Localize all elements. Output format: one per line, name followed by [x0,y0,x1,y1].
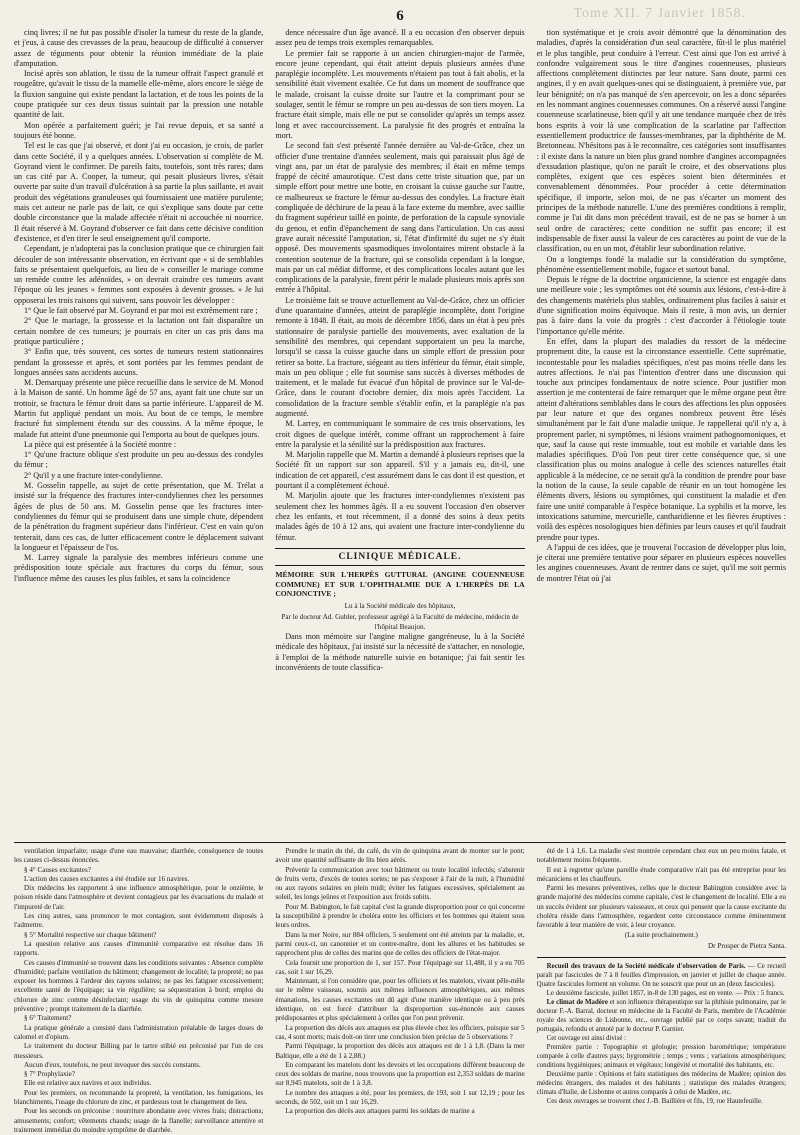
paragraph: Le nombre des attaques a été, pour les premiers, de 193, soit 1 sur 12,19 ; pour les seconds, de 502, soit un 1 sur 16,29. [275,1088,525,1107]
paragraph: été de 1 à 1,6. La maladie s'est montrée cependant chez eux un peu moins fatale, et notablement moins fréquente. [536,847,786,865]
bibliography-text: Première partie : Topographie et géologie; pression barométrique; température comparée à celle d'autres pays; hygrométrie ; temps ; vents ; variations atmosphériques; conditions hygiéniques; animaux et végétaux; longévité et mortalité des habitants, etc. [536,1044,786,1070]
article-opening: Dans mon mémoire sur l'angine maligne gangréneuse, lu à la Société médicale des hôpitaux, j'ai insisté sur la nécessité de s'attacher, en nosologie, à l'emploi de la méthode naturelle suivie en botanique; j'ai fait sentir les inconvénients de toute classifica- [275,632,525,673]
bibliography-entry [537,1043,786,1070]
paragraph: Dr Prosper de Pietra Santa. [707,941,786,950]
paragraph: La proportion des décès aux attaques est plus élevée chez les officiers, puisque sur 5 cas, 4 sont morts; mais doit-on tirer une conclusion bien précise de 5 observations ? [275,1023,525,1041]
paragraph: La question relative aux causes d'immunité comparative est résolue dans 16 rapports. [14,939,264,958]
paragraph: Dix médecins les rapportent à une influence atmosphérique, pour le onzième, le poison réside dans l'atmosphère et devient contagieux par les évacuations du malade et l'impureté de l'air. [14,884,264,911]
paragraph: Maintenant, si l'on considère que, pour les officiers et les matelots, vivant pêle-mêle sur le même vaisseau, soumis aux mêmes influences atmosphériques, aux mêmes émanations, les causes excitantes ont dû agir d'une manière identique ou à peu près identique, on est forcé d'attribuer la disproportion sus-énoncée aux causes prédisposantes et plus spécialement à celles que l'on peut prévenir. [275,977,525,1023]
paragraph: Ces causes d'immunité se trouvent dans les conditions suivantes : Absence complète d'humidité; parfaite ventilation du bâtiment; changement de localité; la propreté; ne pas exposer les hommes à l'ardeur des rayons solaires; ne pas les fatiguer excessivement; excellente santé de l'équipage; sa vie régulière; sa séquestration à bord; emploi du chlorure de zinc comme désinfectant; usage du vin de quinquina comme mesure préventive ; prompt traitement de la diarrhée. [14,958,264,1014]
lower-column-1 [14,847,264,1134]
paragraph: Dans la mer Noire, sur 884 officiers, 5 seulement ont été atteints par la maladie, et, parmi ceux-ci, un canonnier et un contre-maître, dont les allures et les habitudes se rapprochent plus de celles des marins que de celles des officiers de l'état-major. [275,930,525,958]
page-number: 6 [396,8,404,24]
bibliography-entry [537,1070,786,1097]
paragraph: M. Marjolin rappelle que M. Martin a demandé à plusieurs reprises que la Société fît un rapport sur son appareil. S'il y a jamais eu, dit-il, une indication de cet appareil, c'est assurément dans le cas dont il est question, et pourtant il a complètement échoué. [275,450,525,491]
column-2 [275,28,524,840]
paragraph: dence nécessaire d'un âge avancé. Il a eu occasion d'en observer depuis assez peu de temps trois exemples remarquables. [275,28,525,48]
bibliography-text: — Ce recueil paraît par fascicules de 7 à 8 feuilles d'impression, en janvier et juillet de chaque année. Quatre fascicules forment un volume. On ne souscrit que pour un an (deux fascicules). [536,963,786,989]
bibliography-entry [537,962,786,989]
lower-column-3 [537,847,786,1119]
paragraph: Le second fait s'est présenté l'année dernière au Val-de-Grâce, chez un officier d'une trentaine d'années seulement, mais qui paraissait plus âgé de vingt ans, par un état de paralysie des membres; il était en même temps frappé de cécité amaurotique. C'est dans cette triste situation que, par un simple effort pour mettre une botte, en croisant la cuisse gauche sur l'autre, ce malheureux se fracture le fémur au-dessus des condyles. La fracture était compliquée de déchirure de la peau à la face externe du membre, avec saillie du fragment supérieur taillé en pointe, de perforation de la capsule synoviale du genou, et enfin d'épanchement de sang dans l'articulation. Un cas aussi grave aurait nécessité l'amputation, si, l'état d'infirmité du sujet ne s'y était opposé. Des mouvements spasmodiques involontaires mirent obstacle à la contention soutenue de la fracture, qui se consolida cependant à la longue, mais par un cal médiat difforme, et des complications locales autant que les complications de la paralysie, firent périr le malade plusieurs mois après son entrée à l'hôpital. [275,141,525,295]
paragraph: 1° Qu'une fracture oblique s'est produite un peu au-dessus des condyles du fémur ; [14,450,264,470]
bibliography-entry [537,989,786,998]
paragraph: La pièce qui est présentée à la Société montre : [24,439,177,449]
upper-section [14,28,786,840]
paragraph: Tel est le cas que j'ai observé, et dont j'ai eu occasion, je crois, de parler dans cette Société, il y a quelques années. L'observation si complète de M. Goyrand vient le confirmer. De pareils faits, toutefois, sont très rares; dans un cas cité par A. Cooper, la tumeur, qui pesait plusieurs livres, s'était ouverte par suite d'un travail d'ulcération à sa partie la plus saillante, et avait produit des végétations granuleuses qui fournissaient une matière purulente; mais cet auteur ne parle pas de lait, ce qui s'explique sans doute par cette double circonstance que la malade affectée n'était ni accouchée ni nourrice. Il était réservé à M. Goyrand d'observer ce fait dans cette décisive condition d'existence, et d'en tirer le seul enseignement qu'il comporte. [14,141,264,243]
paragraph: Elle est relative aux navires et aux individus. [24,1079,152,1088]
paragraph: Cela fournit une proportion de 1, sur 157. Pour l'équipage sur 11,488, il y a eu 705 cas, soit 1 sur 16,29. [275,958,525,976]
paragraph: En comparant les matelots dont les devoirs et les occupations diffèrent beaucoup de ceux des soldats de marine, nous trouvons que la proportion est 2,353 soldats de marine sur 8,945 matelots, soit de 1 à 3,8. [275,1060,525,1088]
separator-rule [537,957,786,958]
paragraph: Prendre le matin du thé, du café, du vin de quinquina avant de monter sur le pont; avoir une quantité suffisante de lits bien aérés. [275,847,525,865]
paragraph: ventilation imparfaite; usage d'une eau mauvaise; diarrhée, conséquence de toutes les causes ci-dessus énoncées. [14,847,264,865]
paragraph: tion systématique et je crois avoir démontré que la dénomination des maladies, d'après la considération d'un seul caractère, fût-il le plus matériel et le plus tangible, peut conduire à l'erreur. C'est ainsi que l'on est arrivé à confondre vulgairement sous le titre d'angines couenneuses, plusieurs affections complétement distinctes par leur nature. Sans doute, parmi ces angines, il y en avait quelques-unes qui se distinguaient, à première vue, par leur bénignité; on n'a pas manqué de s'en apercevoir, on les a donc séparées en les nommant angines couenneuses communes. On a réservé aussi l'angine couenneuse scarlatineuse, bien qu'il y ait une tendance marquée chez de très bons esprits à voir là une complication de la scarlatine par l'affection essentiellement productrice de fausses-membranes, par la diphthérite de M. Bretonneau. N'hésitons pas à le reconnaître, ces catégories sont insuffisantes : il existe dans la nature un bien plus grand nombre d'angines accompagnées d'exsudation plastique, qu'on ne paraît le croire, et des observations plus complètes, exigent que ces espèces soient bien déterminées et convenablement dénommées. Pour procéder à cette détermination spécifique, il importe, selon moi, de ne pas s'écarter un moment des principes de la méthode naturelle. L'une des premières conditions à remplir, comme je l'ai dit dans mon précédent travail, est de ne pas se borner à un seul ordre de caractères; cette condition ne suffit pas encore; il est indispensable de fixer aussi la valeur de ces caractères au point de vue de la classification, ou en un mot, d'établir leur subordination relative. [536,28,786,254]
paragraph: Mon opérée a parfaitement guéri; je l'ai revue depuis, et sa santé a toujours été bonne. [14,120,264,140]
bibliography [537,962,786,1106]
paragraph: M. Gosselin rappelle, au sujet de cette présentation, que M. Trélat a insisté sur la fréquence des fractures inter-condyliennes chez les personnes âgées de plus de 50 ans. M. Gosselin pense que les fractures inter-condyliennes du fémur qui se produisent dans une simple chute, dépendent de la pénétration du fragment supérieur dans l'inférieur. C'est en vain qu'on tenterait, dans ces cas, de lutter efficacement contre le déplacement suivant la longueur et l'épaisseur de l'os. [14,481,264,552]
lower-column-2 [275,847,524,1119]
section-title-clinique: CLINIQUE MÉDICALE. [275,548,524,566]
column-1 [14,28,263,840]
paragraph: 2° Que le mariage, la grossesse et la lactation ont fait disparaître un certain nombre de ces tumeurs; je pourrais en citer un cas pris dans ma pratique particulière ; [14,316,264,346]
paragraph: Prévenir la communication avec tout bâtiment ou toute localité infectés; s'abstenir de fruits verts, d'excès de toutes sortes; ne pas s'exposer à l'air de la nuit, à l'humidité ou aux rayons solaires en plein midi; éviter les fatigues excessives, spécialement au soleil, les longs jeûnes et l'exposition aux froids subits. [275,865,525,902]
paragraph: M. Marjolin ajoute que les fractures inter-condyliennes n'existent pas seulement chez les hommes âgés. Il a eu souvent l'occasion d'en observer chez les enfants, et tout récemment, il a donné des soins à deux petits malades âgés de 10 à 12 ans, qui avaient une fracture inter-condylienne du fémur. [275,491,525,542]
paragraph: Pour les premiers, on recommande la propreté, la ventilation, les fumigations, les blanchiments, l'usage du chlorure de zinc, et pardessus tout le changement de lieu. [14,1088,264,1107]
paragraph: cinq livres; il ne fut pas possible d'isoler la tumeur du reste de la glande, et j'eus, à cause des crevasses de la peau, beaucoup de difficulté à conserver assez de téguments pour obtenir la réunion immédiate de la plaie d'amputation. [14,28,264,68]
paragraph: M. Larrey signale la paralysie des membres inférieurs comme une prédisposition toute spéciale aux fractures du corps du fémur, sous l'influence même des causes les plus faibles, et sans la coïncidence [14,553,264,583]
paragraph: 1° Que le fait observé par M. Goyrand et par moi est extrêmement rare ; [24,306,258,316]
article-heading: MÉMOIRE SUR L'HERPÈS GUTTURAL (ANGINE COUENNEUSE COMMUNE) ET SUR L'OPHTHALMIE DUE A L'HERPÈS DE LA CONJONCTIVE ; [275,569,525,599]
paragraph: Depuis le règne de la doctrine organicienne, la science est engagée dans une meilleure voie ; les symptômes ont été soumis aux lésions, c'est-à-dire à des changements matériels plus stables, ordinairement plus faciles à saisir et d'une signification moins équivoque. Mais il reste, à mon avis, un dernier pas à faire dans la voie du progrès : c'est d'accorder à l'étiologie toute l'importance qu'elle mérite. [536,275,786,336]
paragraph: 2° Qu'il y a une fracture inter-condylienne. [24,470,163,480]
paragraph: Parmi les mesures préventives, celles que le docteur Babington considère avec la grande majorité des médecins comme capitale, c'est le changement de localité. Elle a eu un succès évident sur plusieurs vaisseaux, et ceux qui pensent que la cause excitante du choléra réside dans l'atmosphère, regardent cette circonstance comme éminemment favorable à leur manière de voir, à leur croyance. [536,884,786,930]
paragraph: (La suite prochainement.) [624,930,698,939]
paragraph: Pour M. Babington, le fait capital c'est la grande disproportion pour ce qui concerne la susceptibilité à prendre le choléra entre les officiers et les hommes qui étaient sous leurs ordres. [275,902,525,930]
paragraph: Aucun d'eux, toutefois, ne peut invoquer des succès constants. [24,1060,201,1069]
paragraph: Incisé après son ablation, le tissu de la tumeur offrait l'aspect granulé et rougeâtre, qu'avait le tissu de la mamelle elle-même, alors encore le siége de la fluxion sanguine qui existe pendant la lactation, et de tous les points de la coupe pratiquée sur ces deux tissus suintait par la pression une notable quantité de lait. [14,69,264,120]
paragraph: § 6° Traitement? [24,1014,72,1023]
bibliography-text: Le deuxième fascicule, juillet 1857, in-8 de 130 pages, est en vente. — Prix : 5 francs. [546,990,785,998]
column-3 [537,28,786,840]
paragraph: 3° Enfin que, très souvent, ces sortes de tumeurs restent stationnaires pendant la grossesse et après, et sont portées par les femmes pendant de longues années sans accidents aucuns. [14,347,264,377]
article-author: Par le docteur Ad. Gubler, professeur agrégé à la Faculté de médecine, médecin de l'hôpital Beaujon. [281,612,519,631]
paragraph: Parmi l'équipage, la proportion des décès aux attaques est de 1 à 1,8. (Dans la mer Baltique, elle a été de 1 à 2,88.) [275,1042,525,1060]
bibliography-text: Cet ouvrage est ainsi divisé : [546,1035,627,1043]
paragraph: En effet, dans la plupart des maladies du ressort de la médecine proprement dite, la cause est la circonstance essentielle. Cette suprématie, incontestable pour les maladies spécifiques, n'est pas moins réelle dans les autres affections. Je n'ai pas l'intention d'entrer dans une discussion qui touche aux principes fondamentaux de notre science. Pour justifier mon assertion je me contenterai de faire remarquer que le même organe peut être atteint d'altérations semblables dans le cours des affections les plus opposées par leur nature et que des organes nombreux peuvent être lésés simultanément par le fait d'une maladie unique. Je rappellerai qu'il n'y a, à proprement parler, ni symptômes, ni lésions vraiment pathognomoniques, et que, sauf la cause qui reste immuable, tout est mobile et variable dans les maladies spécifiques. D'où l'on peut tirer cette conséquence que, si une classification plus ou moins analogue à celle des sciences naturelles était applicable à la médecine, ce ne serait qu'à la condition de prendre pour base la notion de la cause, la seule capable de réunir en un tout homogène les éléments divers, lésions ou symptômes, qui constituent la maladie et d'en faire une unité comparable à l'espèce botanique. La syphilis et la morve, les intoxications saturnine, mercurielle, cantharidienne et les fièvres éruptives : voilà des espèces nosologiques bien définies par leurs causes et qu'il faudrait prendre pour types. [536,336,786,542]
bibliography-title: Le climat de Madère [546,999,608,1007]
paragraph: § 7° Prophylaxie? [24,1070,75,1079]
paragraph: La pratique générale a consisté dans l'administration préalable de larges doses de calomel et d'opium. [14,1023,264,1041]
bibliography-text: et son influence thérapeutique sur la phthisie pulmonaire, par le docteur F.-A. Barral, docteur en médecine de la Faculté de Paris, membre de l'Académie royale des sciences de Lisbonne, etc., ouvrage publié par ce corps savant; traduit du portugais, refondu et annoté par le docteur P. Garnier. [536,999,786,1034]
bibliography-title: Recueil des travaux de la Société médicale d'observation de Paris. [546,963,746,971]
lower-section [14,842,786,1134]
bleed-through-header: Tome XII. 7 Janvier 1858. [573,6,746,21]
bibliography-entry [537,998,786,1034]
bibliography-text: Ces deux ouvrages se trouvent chez J.-B. Baillière et fils, 19, rue Hautefeuille. [546,1098,763,1106]
article-read-at: Lu à la Société médicale des hôpitaux, [344,602,456,611]
paragraph: Le premier fait se rapporte à un ancien chirurgien-major de l'armée, encore jeune cependant, qui était atteint depuis plusieurs années d'une paraplégie incomplète. Les mouvements n'étaient pas tout à fait abolis, et la sensibilité était vivement exaltée. Ce fut dans un moment de souffrance que le malade, croisant la cuisse droite sur l'autre et la comprimant pour se soulager, sentit le fémur se rompre un peu au-dessus de son tiers moyen. La fracture était simple, mais elle ne put se consolider qu'après un temps assez long et avec raccourcissement. La paralysie fit des progrès et entraîna la mort. [275,48,525,140]
paragraph: Il est à regretter qu'une pareille étude comparative n'ait pas été entreprise pour les mécaniciens et les chauffeurs. [536,865,786,883]
paragraph: Les cinq autres, sans prononcer le mot contagion, sont évidemment disposés à l'admettre. [14,912,264,930]
paragraph: Le troisième fait se trouve actuellement au Val-de-Grâce, chez un officier d'une quarantaine d'années, atteint de paraplégie incomplète, dont l'origine remonte à 1848. Il était, au mois de décembre 1856, dans un état à peu près stationnaire de paralysie partielle des mouvements, avec exaltation de la sensibilité des membres, qui cependant supportaient un peu la marche, lorsqu'il se cassa la cuisse gauche dans un simple effort de pression pour retirer sa botte. La fracture, siégeant au tiers inférieur du fémur, était simple, mais un peu oblique ; elle fut soumise sans succès à diverses méthodes de traitement, et le malade fut évacué d'un hôpital de province sur le Val-de-Grâce, dans le courant d'octobre dernier, dix mois après l'accident. La consolidation de la fracture semble s'établir enfin, et la paraplégie n'a pas augmenté. [275,295,525,418]
paragraph: Cependant, je n'adopterai pas la conclusion pratique que ce chirurgien fait découler de son intéressante observation, en écrivant que « si de semblables faits se présentaient quelquefois, au lieu de » conseiller le mariage comme un remède contre les adénoïdes, » on devrait craindre ces tumeurs avant l'époque où les jeunes » femmes sont exposées à devenir grosses. » Je lui opposerai les trois raisons qui suivent, sans pouvoir les développer : [14,244,264,305]
paragraph: Le traitement du docteur Billing par le tartre stibié est préconisé par l'un de ces messieurs. [14,1042,264,1060]
paragraph: § 5° Mortalité respective sur chaque bâtiment? [24,930,157,939]
paragraph: L'action des causes excitantes a été étudiée sur 16 navires. [24,874,190,883]
running-head [14,4,786,28]
bibliography-text: Deuxième partie : Opinions et faits statistiques des médecins de Madère; opinion des médecins étrangers, des malades et des habitants ; statistique des malades étrangers; climats d'Italie, de Lisbonne et autres comparés à celui de Madère, etc. [536,1071,786,1097]
paragraph: La proportion des décès aux attaques parmi les soldats de marine a [285,1107,475,1116]
paragraph: Pour les seconds on préconise : nourriture abondante avec vivres frais; distractions; amusements; confort; vêtements chauds; usage de la flanelle; surveillance attentive et traitement immédiat du moindre symptôme de diarrhée. [14,1107,264,1134]
paragraph: § 4° Causes excitantes? [24,865,91,874]
paragraph: A l'appui de ces idées, que je trouverai l'occasion de développer plus loin, je citerai une première tentative pour séparer en plusieurs espèces nouvelles les angines couenneuses. Avant de rentrer dans ce sujet, qu'il me soit permis de montrer l'état où j'ai [536,542,786,583]
paragraph: On a longtemps fondé la maladie sur la considération du symptôme, phénomène essentiellement mobile, fugace et surtout banal. [536,254,786,274]
paragraph: M. Larrey, en communiquant le sommaire de ces trois observations, les croit dignes de quelque intérêt, comme offrant un rapprochement à faire entre la paralysie et la sénilité sur la prédisposition aux fractures. [275,419,525,449]
bibliography-entry [537,1097,786,1106]
paragraph: M. Demarquay présente une pièce recueillie dans le service de M. Monod à la Maison de santé. Un homme âgé de 57 ans, ayant fait une chute sur un trottoir, se fractura le fémur droit dans sa partie inférieure. L'appareil de M. Martin fut appliqué pendant un mois. Au bout de ce temps, le membre fracturé fut simplement étendu sur des coussins. A la même époque, le malade fut atteint d'une pneumonie qui l'emporta au bout de quelques jours. [14,378,264,439]
bibliography-entry [537,1034,786,1043]
